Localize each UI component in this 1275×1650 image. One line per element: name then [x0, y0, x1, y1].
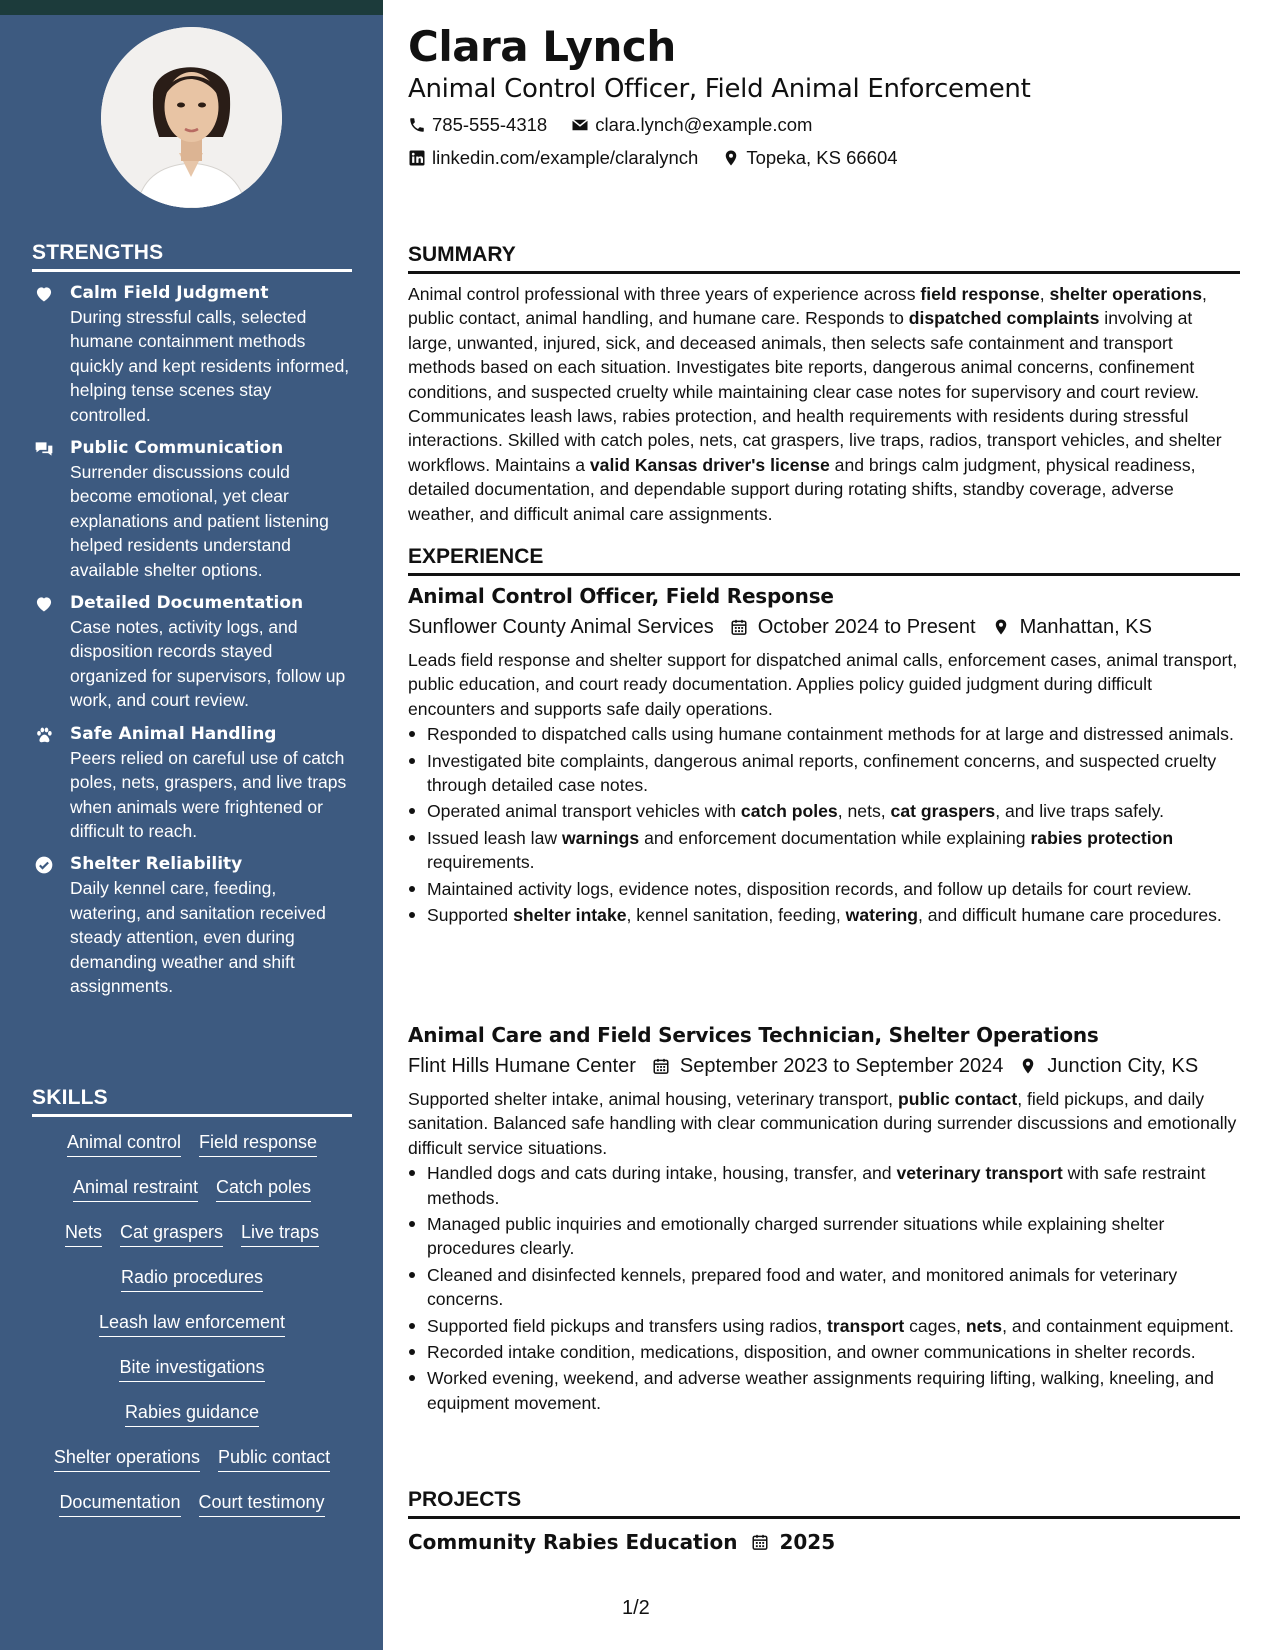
- skills-section: [32, 1086, 352, 1536]
- job-bullet: Supported shelter intake, kennel sanitation, feeding, watering, and difficult humane care procedures.: [408, 903, 1240, 927]
- skill-tag: Shelter operations: [54, 1446, 200, 1472]
- job-bullets: [408, 1161, 1240, 1415]
- check-circle-icon: [34, 855, 54, 875]
- strength-item: [32, 723, 352, 844]
- contact-line-1: [408, 114, 812, 136]
- job-location: Manhattan, KS: [1019, 616, 1152, 638]
- skill-tag: Cat graspers: [120, 1221, 223, 1247]
- job-meta: [408, 612, 1240, 642]
- skill-row: [32, 1446, 352, 1491]
- skill-tag: Rabies guidance: [125, 1401, 259, 1427]
- summary-heading: SUMMARY: [408, 243, 1240, 274]
- skill-row: [32, 1221, 352, 1266]
- strength-title: Safe Animal Handling: [70, 723, 277, 744]
- skill-row: [32, 1401, 352, 1446]
- skill-row: [32, 1176, 352, 1221]
- skill-row: [32, 1131, 352, 1176]
- location-pin-icon: [992, 618, 1010, 636]
- sidebar-top-bar: [0, 0, 383, 15]
- main-top-bar: [383, 0, 1275, 15]
- calendar-icon: [751, 1533, 769, 1551]
- job-dates: October 2024 to Present: [757, 616, 976, 638]
- strength-description: Case notes, activity logs, and disposition records stayed organized for supervisors, follow up work, and court review.: [70, 617, 346, 711]
- job-title: Animal Control Officer, Field Response: [408, 584, 834, 608]
- linkedin-text[interactable]: linkedin.com/example/claralynch: [432, 147, 699, 168]
- job-description: Leads field response and shelter support for dispatched animal calls, enforcement cases, animal transport, public education, and court ready documentation. Applies policy guided judgment during difficult encounters and supports safe daily operations.: [408, 650, 1238, 719]
- email-icon: [571, 116, 589, 134]
- job-entry: [408, 1020, 1240, 1417]
- strength-title: Calm Field Judgment: [70, 283, 269, 303]
- strength-description: Daily kennel care, feeding, watering, and sanitation received steady attention, even during demanding weather and shift assignments.: [70, 878, 326, 996]
- heart-icon: [34, 594, 54, 614]
- job-bullet: Supported field pickups and transfers using radios, transport cages, nets, and containment equipment.: [408, 1314, 1240, 1338]
- skill-tag: Court testimony: [199, 1491, 325, 1517]
- job-title: Animal Care and Field Services Technician, Shelter Operations: [408, 1023, 1099, 1047]
- job-bullet: Investigated bite complaints, dangerous animal reports, confinement concerns, and suspected cruelty through detailed case notes.: [408, 749, 1240, 798]
- skill-row: [32, 1491, 352, 1536]
- strength-title: Public Communication: [70, 438, 284, 459]
- phone-text[interactable]: 785-555-4318: [432, 114, 548, 135]
- contact-line-2: [408, 147, 898, 169]
- strengths-list: [32, 282, 352, 998]
- skill-tag: Public contact: [218, 1446, 330, 1472]
- phone-icon: [408, 116, 426, 134]
- job-bullet: Issued leash law warnings and enforcement documentation while explaining rabies protection requirements.: [408, 826, 1240, 875]
- email-text[interactable]: clara.lynch@example.com: [595, 114, 813, 135]
- page-number: 1/2: [622, 1597, 650, 1619]
- experience-heading: EXPERIENCE: [408, 545, 1240, 576]
- skill-tag: Bite investigations: [119, 1356, 264, 1382]
- skill-tag: Field response: [199, 1131, 317, 1157]
- skill-tag: Animal restraint: [73, 1176, 198, 1202]
- projects-heading: PROJECTS: [408, 1488, 1240, 1519]
- strengths-section: [32, 241, 352, 998]
- profile-photo: [101, 27, 282, 208]
- candidate-name: Clara Lynch: [408, 22, 676, 71]
- job-bullets: [408, 722, 1240, 927]
- strength-title: Detailed Documentation: [70, 593, 304, 614]
- job-bullet: Maintained activity logs, evidence notes, disposition records, and follow up details for court review.: [408, 877, 1240, 901]
- strength-item: [32, 282, 352, 427]
- skills-list: [32, 1131, 352, 1536]
- strengths-heading: STRENGTHS: [32, 241, 352, 272]
- strength-description: Peers relied on careful use of catch poles, nets, graspers, and live traps when animals were frightened or difficult to reach.: [70, 747, 347, 841]
- strength-item: [32, 437, 352, 582]
- job-entry: [408, 581, 1240, 929]
- project-entry: [408, 1530, 835, 1554]
- project-year: 2025: [779, 1530, 836, 1554]
- skill-tag: Live traps: [241, 1221, 319, 1247]
- skill-tag: Catch poles: [216, 1176, 311, 1202]
- project-title: Community Rabies Education: [408, 1530, 738, 1554]
- skill-row: [32, 1356, 352, 1401]
- strength-item: [32, 592, 352, 713]
- job-organization: Sunflower County Animal Services: [408, 616, 714, 638]
- skills-heading: SKILLS: [32, 1086, 352, 1117]
- heart-icon: [34, 284, 54, 304]
- skill-tag: Documentation: [59, 1491, 180, 1517]
- strength-description: Surrender discussions could become emotional, yet clear explanations and patient listening helped residents understand available shelter options.: [70, 462, 329, 580]
- skill-row: [32, 1311, 352, 1356]
- job-organization: Flint Hills Humane Center: [408, 1055, 636, 1077]
- candidate-role: Animal Control Officer, Field Animal Enforcement: [408, 74, 1031, 104]
- location-pin-icon: [722, 149, 740, 167]
- calendar-icon: [652, 1057, 670, 1075]
- skill-row: [32, 1266, 352, 1311]
- strength-item: [32, 853, 352, 998]
- location-pin-icon: [1019, 1057, 1037, 1075]
- calendar-icon: [730, 618, 748, 636]
- skill-tag: Leash law enforcement: [99, 1311, 285, 1337]
- skill-tag: Animal control: [67, 1131, 181, 1157]
- job-bullet: Worked evening, weekend, and adverse weather assignments requiring lifting, walking, kneeling, and equipment movement.: [408, 1366, 1240, 1415]
- job-bullet: Handled dogs and cats during intake, housing, transfer, and veterinary transport with safe restraint methods.: [408, 1161, 1240, 1210]
- summary-text: Animal control professional with three years of experience across field response, shelter operations, public contact, animal handling, and humane care. Responds to dispatched complaints involving at large, unwanted, injured, sick, and deceased animals, then selects safe containment and transport methods based on each situation. Investigates bite reports, dangerous animal concerns, confinement conditions, and suspected cruelty while maintaining clear case notes for supervisory and court review. Communicates leash laws, rabies protection, and health requirements with residents during stressful interactions. Skilled with catch poles, nets, cat graspers, live traps, radios, transport vehicles, and shelter workflows. Maintains a valid Kansas driver's license and brings calm judgment, physical readiness, detailed documentation, and dependable support during rotating shifts, standby coverage, adverse weather, and difficult animal care assignments.: [408, 284, 1222, 524]
- job-bullet: Recorded intake condition, medications, disposition, and owner communications in shelter records.: [408, 1340, 1240, 1364]
- skill-tag: Nets: [65, 1221, 102, 1247]
- strength-description: During stressful calls, selected humane containment methods quickly and kept residents informed, helping tense scenes stay controlled.: [70, 307, 350, 425]
- job-bullet: Operated animal transport vehicles with catch poles, nets, cat graspers, and live traps safely.: [408, 799, 1240, 823]
- job-location: Junction City, KS: [1047, 1055, 1199, 1077]
- job-bullet: Responded to dispatched calls using humane containment methods for at large and distressed animals.: [408, 722, 1240, 746]
- job-dates: September 2023 to September 2024: [679, 1055, 1004, 1077]
- job-bullet: Cleaned and disinfected kennels, prepared food and water, and monitored animals for veterinary concerns.: [408, 1263, 1240, 1312]
- skill-tag: Radio procedures: [121, 1266, 263, 1292]
- job-meta: [408, 1051, 1240, 1081]
- strength-title: Shelter Reliability: [70, 854, 243, 875]
- linkedin-icon: [408, 149, 426, 167]
- location-text: Topeka, KS 66604: [746, 147, 898, 168]
- job-bullet: Managed public inquiries and emotionally charged surrender situations while explaining shelter procedures clearly.: [408, 1212, 1240, 1261]
- job-description: Supported shelter intake, animal housing, veterinary transport, public contact, field pickups, and daily sanitation. Balanced safe handling with clear communication during surrender discussions and emotionally difficult service situations.: [408, 1089, 1237, 1158]
- comments-icon: [34, 439, 54, 459]
- paw-icon: [34, 725, 54, 745]
